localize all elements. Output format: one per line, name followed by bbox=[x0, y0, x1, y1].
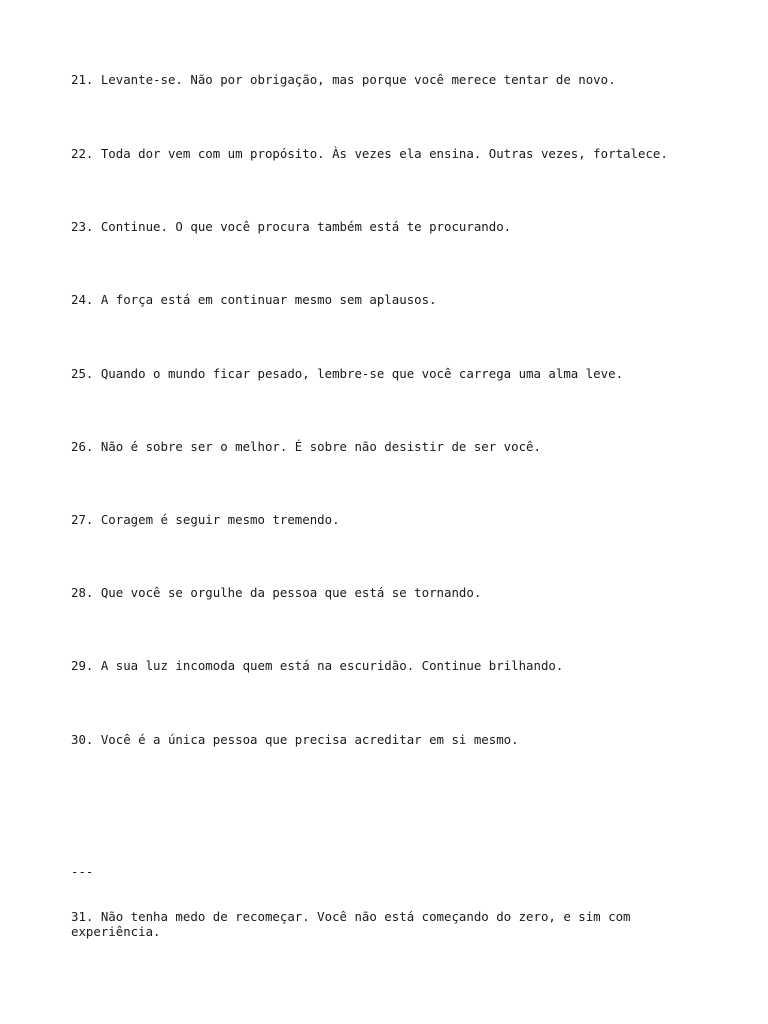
section-separator: --- bbox=[71, 864, 94, 879]
list-item: 30. Você é a única pessoa que precisa acreditar em si mesmo. bbox=[71, 732, 519, 747]
list-item: 21. Levante-se. Não por obrigação, mas porque você merece tentar de novo. bbox=[71, 72, 616, 87]
list-item: 23. Continue. O que você procura também está te procurando. bbox=[71, 219, 512, 234]
list-item: 24. A força está em continuar mesmo sem aplausos. bbox=[71, 292, 437, 307]
list-item: 29. A sua luz incomoda quem está na escuridão. Continue brilhando. bbox=[71, 658, 564, 673]
list-item: 27. Coragem é seguir mesmo tremendo. bbox=[71, 512, 340, 527]
list-item: 26. Não é sobre ser o melhor. É sobre não desistir de ser você. bbox=[71, 439, 541, 454]
list-item: 31. Não tenha medo de recomeçar. Você não está começando do zero, e sim com experiência. bbox=[71, 909, 638, 939]
list-item: 28. Que você se orgulhe da pessoa que está se tornando. bbox=[71, 585, 482, 600]
list-item: 22. Toda dor vem com um propósito. Às vezes ela ensina. Outras vezes, fortalece. bbox=[71, 146, 668, 161]
list-item: 25. Quando o mundo ficar pesado, lembre-se que você carrega uma alma leve. bbox=[71, 366, 624, 381]
